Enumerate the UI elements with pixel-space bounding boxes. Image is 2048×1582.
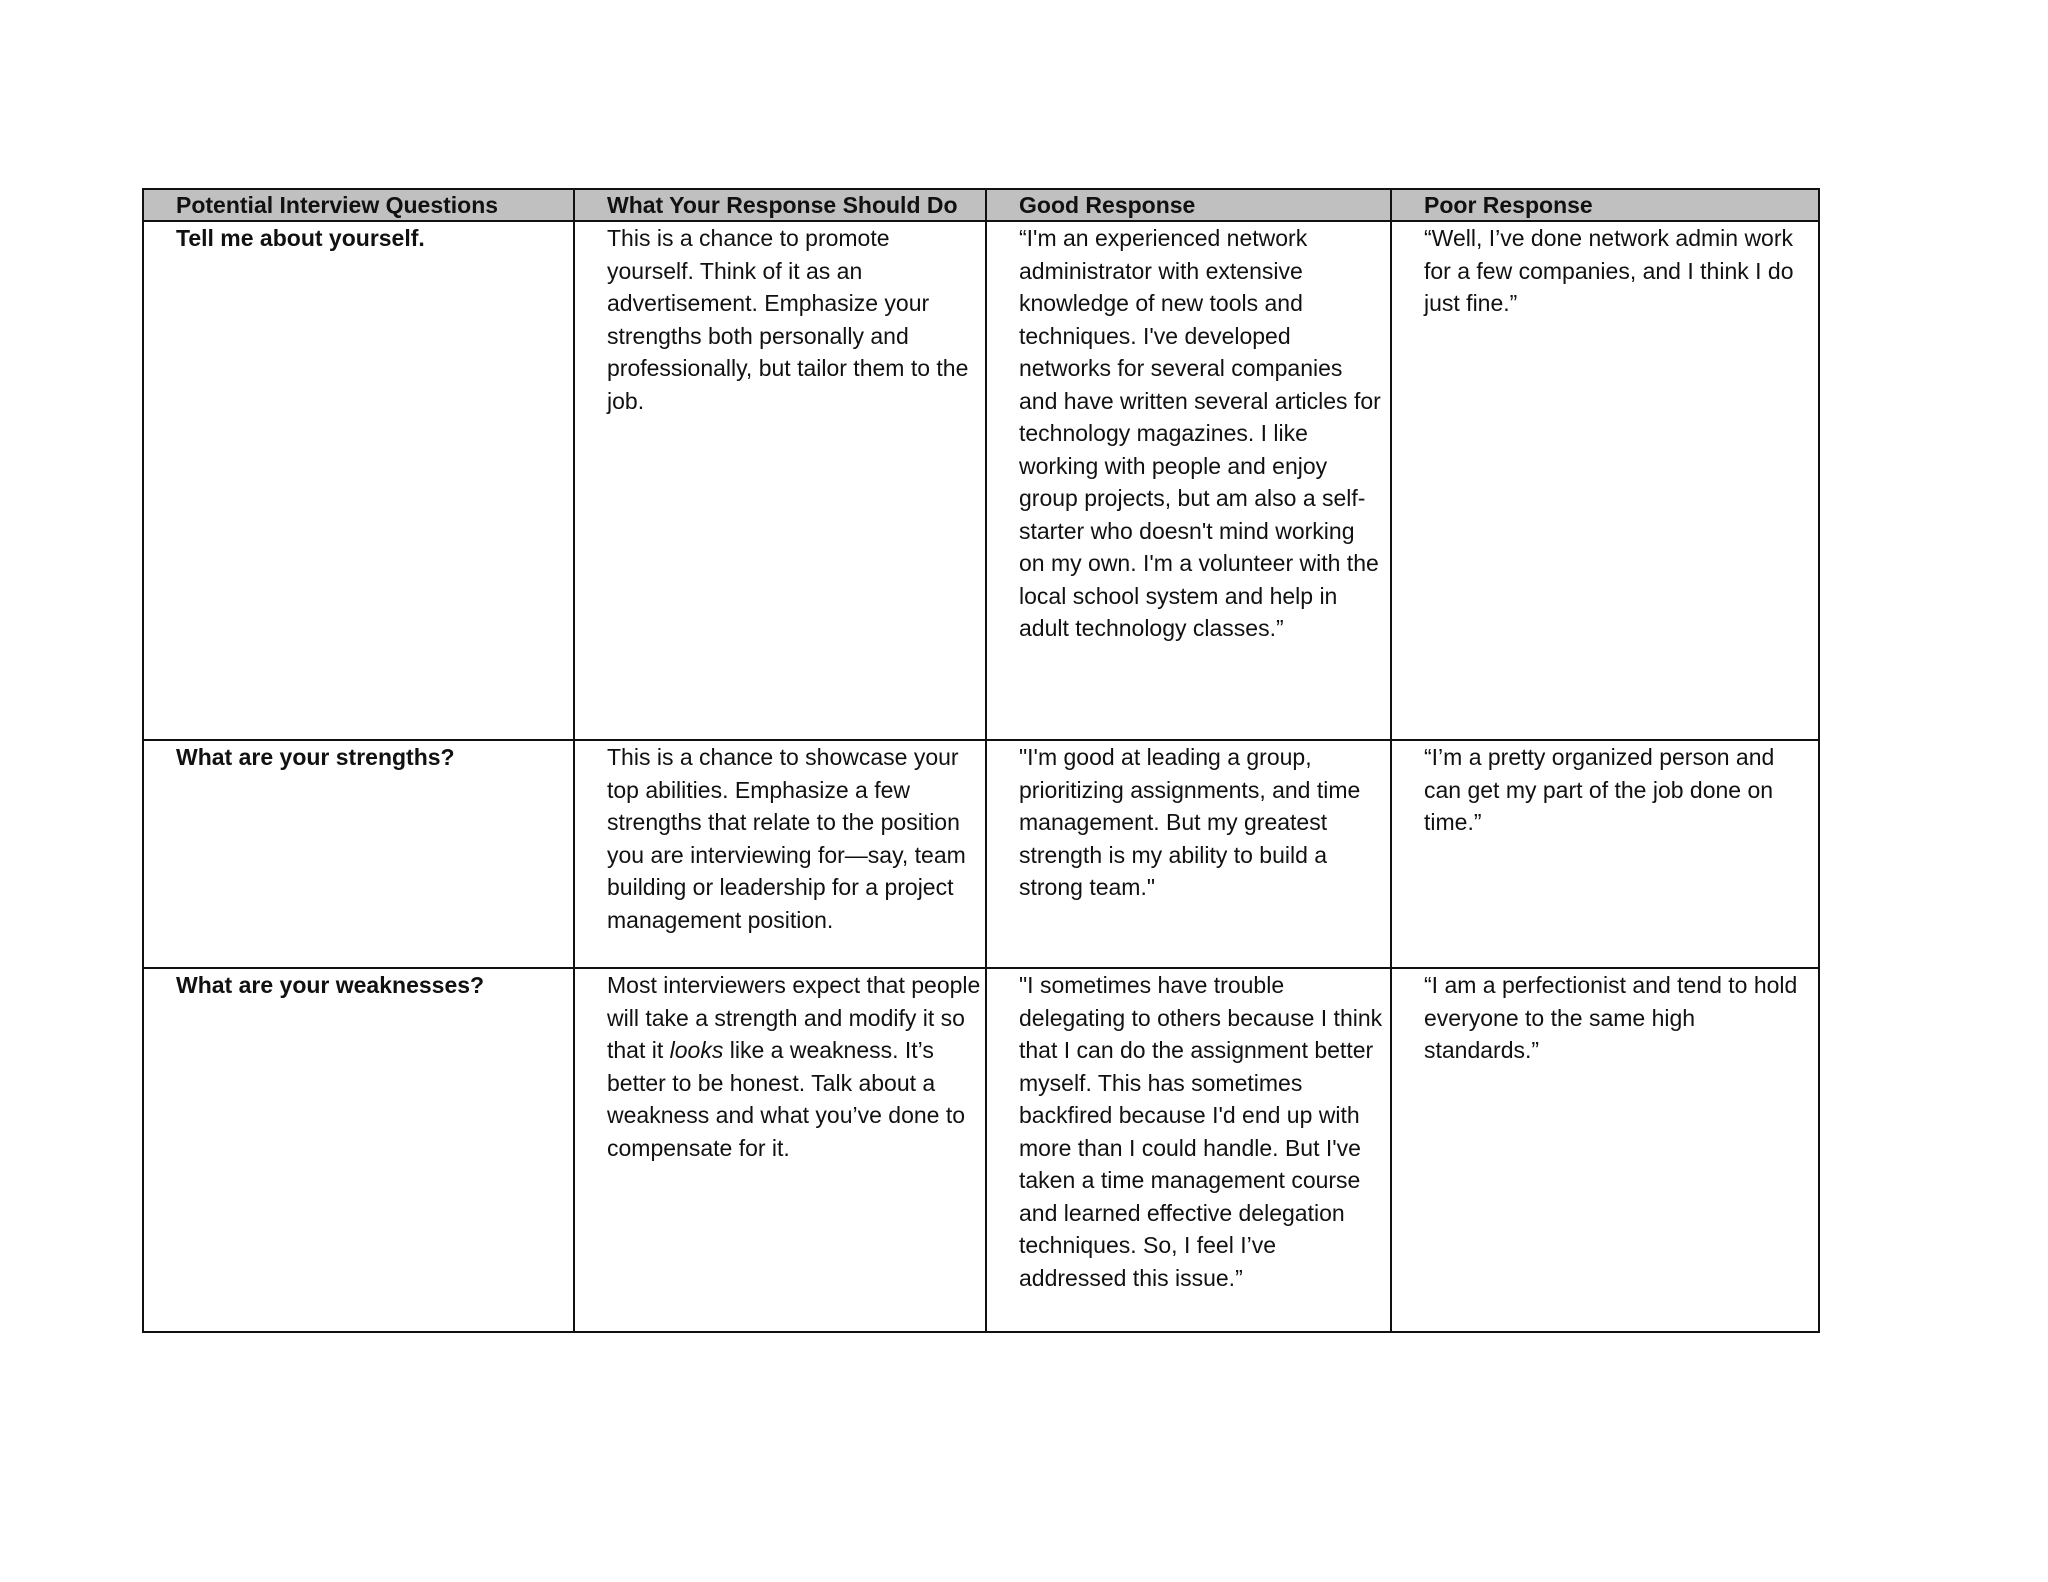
should-do-text-start: Most interviewers expect that people will take a strength and modify it so that it (607, 972, 981, 1063)
question-cell: What are your weaknesses? (143, 968, 574, 1332)
header-good-response: Good Response (986, 189, 1391, 221)
should-do-emphasis: looks (669, 1037, 724, 1063)
poor-response-cell: “I’m a pretty organized person and can get my part of the job done on time.” (1391, 740, 1819, 968)
good-response-cell: "I sometimes have trouble delegating to others because I think that I can do the assignment better myself. This has sometimes backfired because I'd end up with more than I could handle. But I've taken a time management course and learned effective delegation techniques. So, I feel I’ve addressed this issue.” (986, 968, 1391, 1332)
should-do-cell: This is a chance to showcase your top abilities. Emphasize a few strengths that relate to the position you are interviewing for—say, team building or leadership for a project management position. (574, 740, 986, 968)
header-poor-response: Poor Response (1391, 189, 1819, 221)
good-response-cell: “I'm an experienced network administrator with extensive knowledge of new tools and techniques. I've developed networks for several companies and have written several articles for technology magazines. I like working with people and enjoy group projects, but am also a self-starter who doesn't mind working on my own. I'm a volunteer with the local school system and help in adult technology classes.” (986, 221, 1391, 740)
header-questions: Potential Interview Questions (143, 189, 574, 221)
table-row (143, 968, 1819, 1332)
should-do-cell: This is a chance to promote yourself. Think of it as an advertisement. Emphasize your strengths both personally and professionally, but tailor them to the job. (574, 221, 986, 740)
poor-response-cell: “I am a perfectionist and tend to hold everyone to the same high standards.” (1391, 968, 1819, 1332)
good-response-cell: "I'm good at leading a group, prioritizing assignments, and time management. But my greatest strength is my ability to build a strong team." (986, 740, 1391, 968)
table-header (143, 189, 1819, 221)
should-do-text-end: like a weakness. It’s better to be honest. Talk about a weakness and what you’ve done to compensate for it. (607, 1037, 966, 1161)
poor-response-cell: “Well, I’ve done network admin work for a few companies, and I think I do just fine.” (1391, 221, 1819, 740)
table-body (143, 221, 1819, 1332)
table-row (143, 221, 1819, 740)
header-should-do: What Your Response Should Do (574, 189, 986, 221)
header-row (143, 189, 1819, 221)
should-do-cell (574, 968, 986, 1332)
table-row (143, 740, 1819, 968)
interview-questions-table (142, 188, 1820, 1333)
question-cell: What are your strengths? (143, 740, 574, 968)
question-cell: Tell me about yourself. (143, 221, 574, 740)
